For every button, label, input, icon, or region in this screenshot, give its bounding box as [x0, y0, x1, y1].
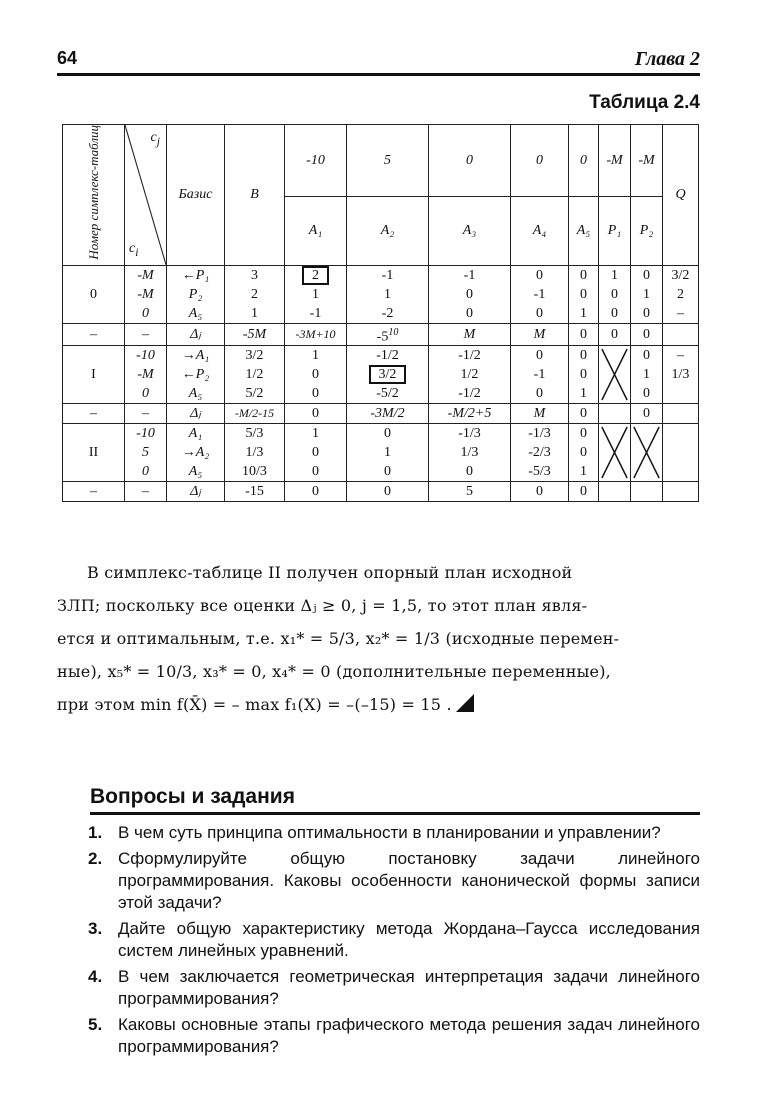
paragraph-line: ется и оптимальным, т.е. x₁* = 5/3, x₂* = 1/3 (исходные перемен-: [57, 629, 620, 648]
delta-row: – – Δⱼ -M/2-15 0 -3M/2 -M/2+5 M 0 0: [63, 404, 699, 424]
var-a4: A₄: [511, 197, 569, 265]
table-row: 0 -M ←P₁ 3 2 -1 -1 0 0 1 0 3/2: [63, 265, 699, 285]
var-a2: A₂: [347, 197, 429, 265]
crossed-out-cell: [599, 424, 631, 482]
pivot-element: 2: [302, 266, 329, 285]
chapter-title: Глава 2: [634, 48, 700, 70]
cost-a1: -10: [285, 125, 347, 197]
crossed-out-cell: [631, 424, 663, 482]
delta-row: – – Δⱼ -5M -3M+10 $-5^{10}$ M M 0 0 0: [63, 323, 699, 346]
table-row: 0 A₅ 10/3 0 0 0 -5/3 1: [63, 462, 699, 482]
questions-list: [88, 822, 700, 1062]
table-row: II -10 A₁ 5/3 1 0 -1/3 -1/3 0: [63, 424, 699, 444]
paragraph-line-last: при этом min f(X̄) = – max f₁(X) = –(–15) = 15 .: [57, 688, 697, 721]
list-item: 3. Дайте общую характеристику метода Жордана–Гаусса исследования систем линейных уравнений.: [88, 919, 700, 960]
section-rule: [90, 812, 700, 815]
cost-a2: 5: [347, 125, 429, 197]
cost-p2: -M: [631, 125, 663, 197]
pivot-element: 3/2: [369, 365, 407, 384]
end-of-example-icon: [456, 694, 474, 712]
var-a5: A₅: [569, 197, 599, 265]
cost-a4: 0: [511, 125, 569, 197]
list-item: 2. Сформулируйте общую постановку задачи линейного программирования. Каковы особенности канонической формы записи этой задачи?: [88, 849, 700, 912]
table-number: I: [63, 346, 125, 404]
var-a1: A₁: [285, 197, 347, 265]
table-row: -M ←P₂ 1/2 0 3/2 1/2 -1 0 1 1/3: [63, 365, 699, 384]
list-item: 5. Каковы основные этапы графического метода решения задач линейного программирования?: [88, 1015, 700, 1056]
page-header: [57, 46, 700, 76]
table-row: -M P₂ 2 1 1 0 -1 0 0 1 2: [63, 285, 699, 304]
cross-mark-icon: [631, 424, 662, 481]
table-number-header: Номер симплекс-таблиц: [63, 125, 125, 266]
page-number: 64: [57, 48, 78, 68]
var-p1: P₁: [599, 197, 631, 265]
cj-ci-header: $c_j$ $c_i$: [125, 125, 167, 266]
var-p2: P₂: [631, 197, 663, 265]
handwritten-note: 10: [388, 326, 399, 338]
q-header: Q: [663, 125, 699, 266]
table-number: II: [63, 424, 125, 482]
basis-header: Базис: [167, 125, 225, 266]
cost-a3: 0: [429, 125, 511, 197]
cost-p1: -M: [599, 125, 631, 197]
b-header: B: [225, 125, 285, 266]
cross-mark-icon: [599, 346, 630, 403]
table-row: 0 A₅ 1 -1 -2 0 0 1 0 0 –: [63, 304, 699, 324]
paragraph-line: ные), x₅* = 10/3, x₃* = 0, x₄* = 0 (дополнительные переменные),: [57, 662, 611, 681]
conclusion-paragraph: [57, 556, 697, 721]
cross-mark-icon: [599, 424, 630, 481]
table-row: 0 A₅ 5/2 0 -5/2 -1/2 0 1 0: [63, 384, 699, 404]
table-row: 5 →A₂ 1/3 0 1 1/3 -2/3 0: [63, 443, 699, 462]
header-rule: [57, 73, 700, 76]
simplex-table: [62, 124, 699, 502]
delta-row: – – Δⱼ -15 0 0 5 0 0: [63, 482, 699, 502]
table-caption: Таблица 2.4: [589, 92, 700, 113]
paragraph-line: В симплекс-таблице II получен опорный план исходной: [87, 563, 573, 582]
paragraph-line: ЗЛП; поскольку все оценки Δⱼ ≥ 0, j = 1,5, то этот план явля-: [57, 596, 588, 615]
list-item: 4. В чем заключается геометрическая интерпретация задачи линейного программирования?: [88, 967, 700, 1008]
list-item: 1. В чем суть принципа оптимальности в планировании и управлении?: [88, 823, 661, 842]
crossed-out-cell: [599, 346, 631, 404]
cost-a5: 0: [569, 125, 599, 197]
table-number: 0: [63, 265, 125, 323]
table-row: I -10 →A₁ 3/2 1 -1/2 -1/2 0 0 0 –: [63, 346, 699, 366]
var-a3: A₃: [429, 197, 511, 265]
section-title: Вопросы и задания: [90, 785, 295, 808]
